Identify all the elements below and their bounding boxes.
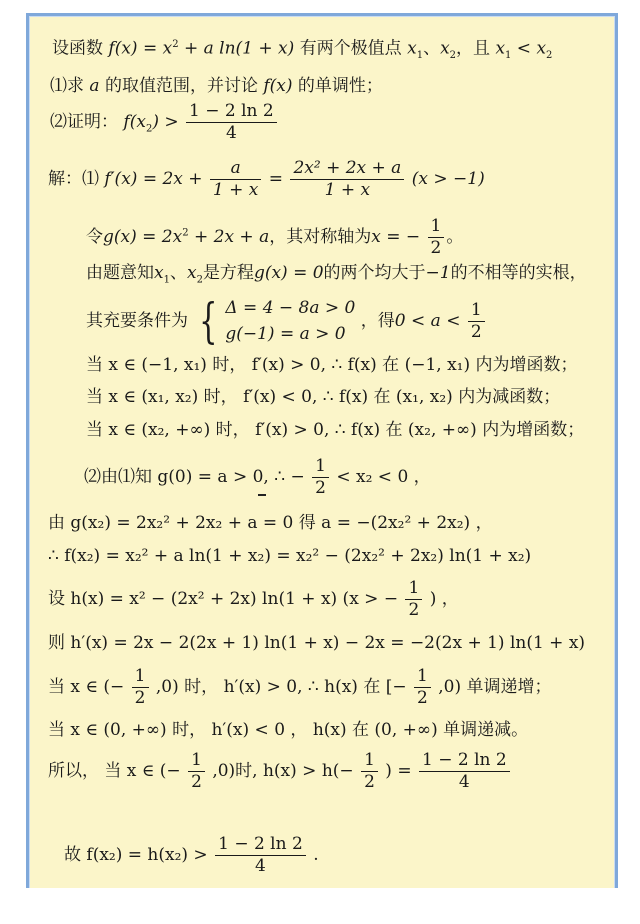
stmt-text-1: 设函数	[52, 38, 103, 59]
sol3-eq: g(x) = 0	[253, 263, 324, 283]
sol2-end: 。	[446, 227, 464, 247]
sol3-text-1: 由题意知	[86, 263, 154, 283]
sol-line-13	[48, 668, 552, 707]
sol11-num: 1	[405, 580, 422, 600]
stmt-var-x1b: x	[495, 38, 506, 59]
sol-line-9: 由 g(x₂) = 2x₂² + 2x₂ + a = 0 得 a = −(2x₂² + 2x₂) ，	[48, 513, 493, 533]
sol4-frac	[468, 299, 485, 342]
sol8-text-1: ⑵由⑴知 g(0) = a > 0, ∴ −	[84, 467, 305, 487]
sol3-text-3: 的两个均大于	[323, 263, 426, 283]
bottom-margin	[0, 888, 640, 924]
sol13-den1: 2	[134, 688, 146, 708]
sol16-frac	[215, 836, 306, 875]
sol8-frac	[312, 458, 329, 497]
part2-fraction	[186, 103, 277, 142]
sol3-sub1: 1	[163, 274, 170, 286]
sol-line-15	[48, 752, 512, 791]
sol15-frac-2	[361, 752, 378, 791]
part1-text-1: ⑴求	[50, 76, 84, 96]
problem-part1	[50, 78, 383, 95]
sol-line-3	[86, 265, 587, 285]
part1-text-3: 的单调性；	[297, 76, 383, 96]
sol1-label: 解：⑴	[48, 169, 99, 189]
sol3-x2: x	[186, 263, 197, 283]
sol2-expr: g(x) = 2x	[103, 227, 183, 247]
part2-arg: (x	[129, 112, 146, 132]
sol4-num: 1	[468, 302, 485, 322]
part2-frac-den: 4	[225, 123, 237, 143]
sol4-text-1: 其充要条件为	[86, 310, 188, 331]
sol2-text-2: ，其对称轴为	[269, 227, 372, 247]
sol1-f1-num: a	[210, 160, 261, 180]
sol16-num: 1 − 2 ln 2	[215, 836, 306, 856]
sol2-frac	[428, 218, 445, 257]
sol-line-12: 则 h′(x) = 2x − 2(2x + 1) ln(1 + x) − 2x = −2(2x + 1) ln(1 + x)	[48, 633, 586, 653]
sol4-den: 2	[470, 321, 482, 342]
part2-frac-num: 1 − 2 ln 2	[186, 103, 277, 123]
sol1-expr: f′(x) = 2x +	[104, 169, 203, 189]
sol16-den: 4	[255, 856, 266, 876]
part1-arg: (x)	[269, 76, 293, 96]
sol-line-11	[48, 580, 459, 619]
sol1-f1-den: 1 + x	[212, 180, 259, 200]
sol3-sub2: 2	[196, 274, 203, 286]
part2-text: ⑵证明：	[50, 112, 118, 132]
part1-text-2: 的取值范围，并讨论	[104, 76, 258, 96]
problem-statement	[52, 40, 552, 61]
sol13-frac-2	[414, 668, 431, 707]
sol11-frac	[405, 580, 422, 619]
part2-ineq: ) >	[152, 112, 179, 132]
sol8-num: 1	[312, 458, 329, 478]
stmt-var-x2: x	[440, 38, 450, 59]
sol-line-2	[86, 218, 463, 257]
part2-func-f: f	[123, 112, 130, 132]
stmt-func-f: f	[108, 38, 115, 59]
sol-line-10: ∴ f(x₂) = x₂² + a ln(1 + x₂) = x₂² − (2x₂² + 2x₂) ln(1 + x₂)	[48, 546, 532, 566]
sol4-row-2: g(−1) = a > 0	[225, 324, 346, 345]
sol2-expr-2: + 2x + a	[188, 227, 270, 247]
sol-line-14: 当 x ∈ (0, +∞) 时， h′(x) < 0 ， h(x) 在 (0, +∞) 单调递减。	[48, 720, 529, 740]
stmt-sub-2: 2	[449, 50, 457, 62]
stmt-var-x1: x	[407, 38, 417, 59]
stmt-ineq: < x	[511, 38, 547, 59]
sol2-text-1: 令	[86, 227, 103, 247]
sol11-text-1: 设 h(x) = x² − (2x² + 2x) ln(1 + x) (x > −	[48, 589, 399, 609]
sol8-den: 2	[315, 478, 326, 498]
sol2-num: 1	[428, 218, 445, 238]
sol4-system	[225, 295, 355, 348]
sol-line-16	[64, 836, 319, 875]
stmt-text-3: ，且	[456, 38, 491, 59]
sol15-num3: 1 − 2 ln 2	[419, 752, 510, 772]
sol3-x1: x	[154, 263, 164, 283]
sol1-cond: (x > −1)	[411, 169, 485, 189]
sol-line-6: 当 x ∈ (x₁, x₂) 时， f′(x) < 0, ∴ f(x) 在 (x₁, x₂) 内为减函数；	[86, 387, 561, 407]
stmt-exp-1: 2	[172, 39, 179, 50]
sol2-axis: x = −	[371, 227, 421, 247]
sol15-text-3: ) =	[385, 761, 412, 781]
sol15-text-1: 所以， 当 x ∈ (−	[48, 761, 181, 781]
sol-line-8	[84, 458, 431, 497]
sol1-frac-2	[290, 160, 404, 199]
sol13-text-2: ,0) 时， h′(x) > 0, ∴ h(x) 在 [−	[155, 677, 407, 697]
part1-var-a: a	[89, 76, 100, 96]
sol1-f2-den: 1 + x	[324, 180, 371, 200]
sol4-brace: {	[199, 293, 218, 350]
stmt-sub-4: 2	[546, 50, 553, 62]
sol-line-7: 当 x ∈ (x₂, +∞) 时， f′(x) > 0, ∴ f(x) 在 (x₂, +∞) 内为增函数；	[86, 420, 585, 440]
stmt-text-2: 有两个极值点	[299, 38, 402, 59]
sol2-den: 2	[430, 238, 442, 258]
sol13-num2: 1	[414, 668, 431, 688]
sol3-text-4: 的不相等的实根，	[450, 263, 587, 283]
sol-line-4	[86, 295, 487, 348]
sol-line-5: 当 x ∈ (−1, x₁) 时， f′(x) > 0, ∴ f(x) 在 (−1, x₁) 内为增函数；	[86, 355, 578, 375]
stmt-sub-1: 1	[416, 50, 424, 62]
sol-line-1	[48, 160, 485, 199]
sol4-range: 0 < a <	[394, 310, 461, 331]
stmt-expr-1: (x) = x	[114, 38, 173, 59]
sol11-text-2: ) ，	[429, 589, 459, 609]
sol1-f2-num: 2x² + 2x + a	[290, 160, 404, 180]
sol13-frac-1	[132, 668, 149, 707]
sol16-end: .	[313, 845, 319, 865]
stray-dash-mark	[258, 494, 266, 496]
sol13-text-3: ,0) 单调递增；	[438, 677, 552, 697]
part2-sub: 2	[145, 123, 153, 135]
sol1-eq: =	[268, 169, 284, 189]
sol16-text-1: 故 f(x₂) = h(x₂) >	[64, 845, 208, 865]
sol13-num1: 1	[132, 668, 149, 688]
sol3-num: −1	[425, 263, 451, 283]
sol15-den3: 4	[458, 772, 470, 792]
stmt-sub-3: 1	[505, 50, 512, 62]
sol15-den2: 2	[364, 772, 375, 792]
sol15-frac-3	[419, 752, 510, 791]
problem-part2	[50, 103, 279, 142]
part1-func-f: f	[263, 76, 270, 96]
sol15-text-2: ,0)时, h(x) > h(−	[212, 761, 354, 781]
sol4-text-2: ，得	[360, 310, 395, 331]
sol11-den: 2	[408, 600, 420, 620]
sol15-den1: 2	[191, 772, 202, 792]
sol15-num1: 1	[188, 752, 205, 772]
sol4-row-1: Δ = 4 − 8a > 0	[225, 298, 356, 318]
sol15-num2: 1	[361, 752, 378, 772]
sol15-frac-1	[188, 752, 205, 791]
stmt-expr-2: + a ln(1 + x)	[178, 38, 295, 59]
sol3-sep: 、	[169, 263, 187, 283]
sol13-text-1: 当 x ∈ (−	[48, 677, 125, 697]
stmt-sep: 、	[423, 38, 441, 59]
sol13-den2: 2	[417, 688, 428, 708]
sol3-text-2: 是方程	[202, 263, 254, 283]
sol2-exp: 2	[182, 227, 189, 239]
sol1-frac-1	[210, 160, 261, 199]
sol8-text-2: < x₂ < 0 ，	[336, 467, 431, 487]
